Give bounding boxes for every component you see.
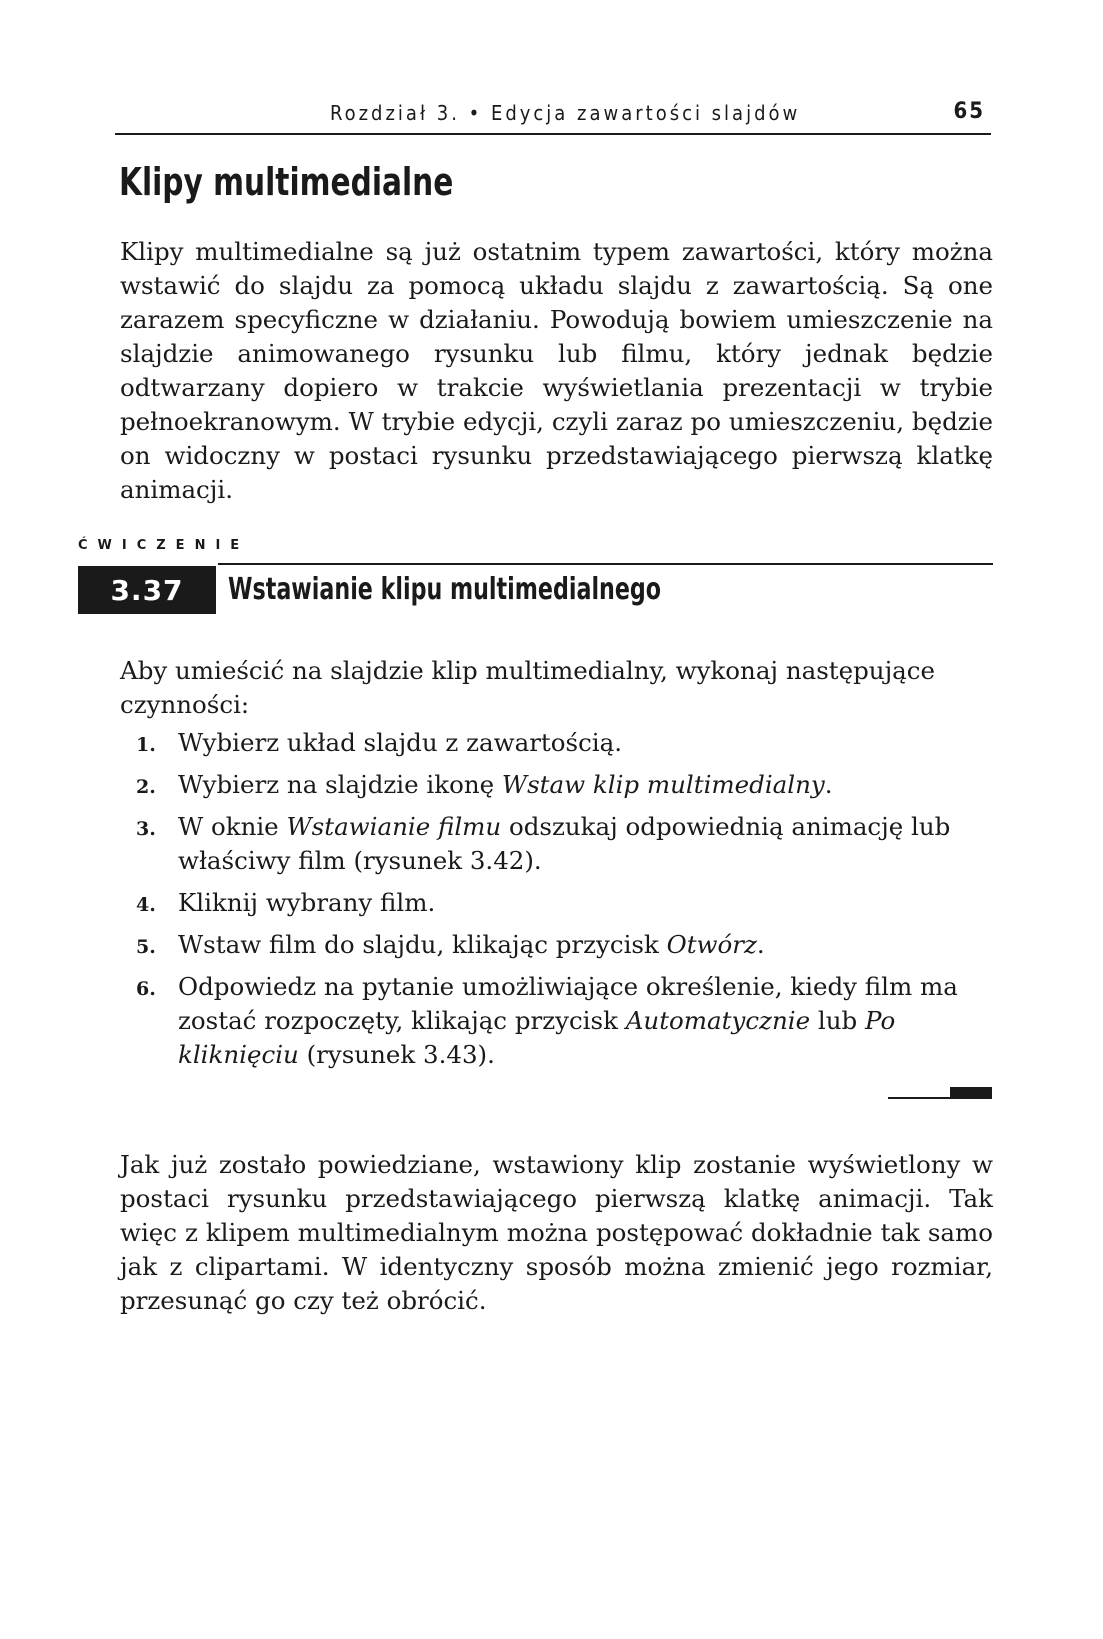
step-item: [120, 928, 980, 962]
step-text: .: [756, 930, 765, 959]
step-item: [120, 768, 980, 802]
step-item: [120, 810, 980, 878]
step-number: 2.: [136, 776, 156, 798]
step-text: Odpowiedz na pytanie umożliwiające określenie, kiedy film ma zostać rozpoczęty, klikając przycisk: [178, 972, 958, 1035]
step-number: 6.: [136, 978, 156, 1000]
running-header: [115, 97, 991, 135]
page-number: 65: [953, 99, 985, 124]
step-text: odszukaj odpowiednią animację lub właściwy film (rysunek 3.42).: [178, 812, 951, 875]
step-number: 4.: [136, 894, 156, 916]
ui-term: Wstaw klip multimedialny: [501, 770, 825, 799]
step-text: W oknie: [178, 812, 287, 841]
step-text: .: [824, 770, 833, 799]
step-text: Kliknij wybrany film.: [178, 888, 436, 917]
step-item: [120, 970, 980, 1072]
ui-term: Wstawianie filmu: [286, 812, 502, 841]
end-marker-bar: [950, 1087, 992, 1099]
step-text: Wstaw film do slajdu, klikając przycisk: [178, 930, 667, 959]
step-item: [120, 886, 980, 920]
section-paragraph: Klipy multimedialne są już ostatnim typem zawartości, który można wstawić do slajdu za pomocą układu slajdu z zawartością. Są one zarazem specyficzne w działaniu. Powodują bowiem umieszczenie na slajdzie animowanego rysunku lub filmu, który jednak będzie odtwarzany dopiero w trakcie wyświetlania prezentacji w trybie pełnoekranowym. W trybie edycji, czyli zaraz po umieszczeniu, będzie on widoczny w postaci rysunku przedstawiającego pierwszą klatkę animacji.: [120, 237, 993, 504]
end-marker-line: [888, 1097, 950, 1099]
exercise-rule: [218, 563, 993, 565]
exercise-end-marker: [888, 1087, 992, 1099]
step-number: 5.: [136, 936, 156, 958]
section-title: Klipy multimedialne: [119, 160, 454, 204]
step-number: 1.: [136, 734, 156, 756]
step-number: 3.: [136, 818, 156, 840]
exercise-number-badge: 3.37: [78, 566, 216, 614]
step-text: Wybierz na slajdzie ikonę: [178, 770, 502, 799]
exercise-label: ĆWICZENIE: [78, 538, 250, 553]
step-text: (rysunek 3.43).: [298, 1040, 495, 1069]
exercise-title: Wstawianie klipu multimedialnego: [228, 572, 662, 607]
exercise-intro: Aby umieścić na slajdzie klip multimedialny, wykonaj następujące czynności:: [120, 656, 936, 719]
step-text: Wybierz układ slajdu z zawartością.: [178, 728, 623, 757]
ui-term: Po kliknięciu: [178, 1006, 896, 1069]
step-text: lub: [810, 1006, 865, 1035]
running-title: Rozdział 3. • Edycja zawartości slajdów: [330, 101, 801, 125]
ui-term: Otwórz: [666, 930, 757, 959]
exercise-steps: [120, 726, 980, 1080]
ui-term: Automatycznie: [625, 1006, 811, 1035]
step-item: [120, 726, 980, 760]
closing-paragraph: Jak już zostało powiedziane, wstawiony klip zostanie wyświetlony w postaci rysunku przedstawiającego pierwszą klatkę animacji. Tak więc z klipem multimedialnym można postępować dokładnie tak samo jak z clipartami. W identyczny sposób można zmienić jego rozmiar, przesunąć go czy też obrócić.: [120, 1150, 993, 1315]
